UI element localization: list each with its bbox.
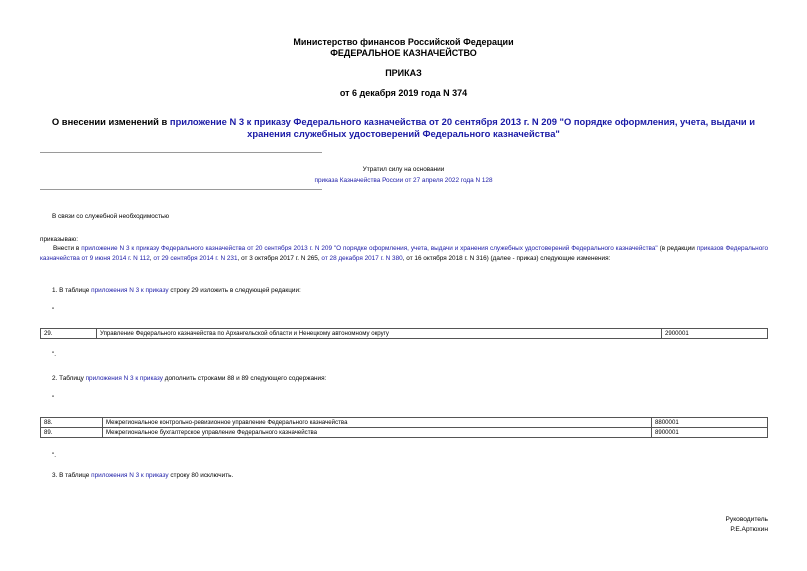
table-2 <box>40 417 768 438</box>
item-3-link[interactable]: приложения N 3 к приказу <box>91 472 169 479</box>
item-2 <box>52 374 326 384</box>
main-paragraph <box>40 244 768 264</box>
row-name: Межрегиональное бухгалтерское управление Федерального казначейства <box>103 428 652 438</box>
item-3 <box>52 471 233 481</box>
status-note-text: Утратил силу на основании <box>362 166 445 173</box>
item-3-suffix: строку 80 исключить. <box>168 472 234 479</box>
agency-name: ФЕДЕРАЛЬНОЕ КАЗНАЧЕЙСТВО <box>330 48 477 58</box>
main-text-2: (в редакции <box>657 245 697 252</box>
row-number: 29. <box>41 329 97 339</box>
main-link-2[interactable]: приказов Федерального казначейства от 9 июня 2014 г. N 112 <box>40 245 769 262</box>
main-link-1[interactable]: приложение N 3 к приказу Федерального казначейства от 20 сентября 2013 г. N 209 "О порядке оформления, учета, выдачи и хранения служебных удостоверений Федерального казначейства" <box>81 245 658 252</box>
item-2-link[interactable]: приложения N 3 к приказу <box>85 375 163 382</box>
row-code: 2900001 <box>662 329 768 339</box>
table-row <box>41 329 768 339</box>
intro-text: В связи со служебной необходимостью <box>52 213 170 220</box>
item-2-suffix: дополнить строками 88 и 89 следующего содержания: <box>162 375 327 382</box>
ministry-name: Министерство финансов Российской Федерации <box>293 37 514 47</box>
document-date: от 6 декабря 2019 года N 374 <box>339 88 468 98</box>
row-code: 8900001 <box>652 428 768 438</box>
main-link-3[interactable]: от 29 сентября 2014 г. N 231 <box>153 255 238 262</box>
table-row <box>41 428 768 438</box>
row-name: Управление Федерального казначейства по Архангельской области и Ненецкому автономному округу <box>97 329 662 339</box>
table-row <box>41 418 768 428</box>
row-number: 89. <box>41 428 103 438</box>
row-number: 88. <box>41 418 103 428</box>
main-text-3: , <box>149 255 154 262</box>
main-text-1: Внести в <box>53 245 82 252</box>
item-3-prefix: 3. В таблице <box>52 472 92 479</box>
item-1-prefix: 1. В таблице <box>52 287 92 294</box>
item-1-link[interactable]: приложения N 3 к приказу <box>91 287 169 294</box>
title-prefix: О внесении изменений в <box>51 116 170 127</box>
order-word: приказываю: <box>40 236 78 243</box>
quote-close: ". <box>52 351 57 358</box>
document-type: ПРИКАЗ <box>385 68 422 78</box>
signature-position: Руководитель <box>725 516 768 523</box>
divider <box>40 152 322 153</box>
row-code: 8800001 <box>652 418 768 428</box>
status-note-link[interactable]: приказа Казначейства России от 27 апреля 2022 года N 128 <box>314 177 493 184</box>
item-2-prefix: 2. Таблицу <box>52 375 86 382</box>
table-1 <box>40 328 768 339</box>
item-1 <box>52 286 301 296</box>
main-text-4: , от 3 октября 2017 г. N 265, <box>237 255 322 262</box>
row-name: Межрегиональное контрольно-ревизионное управление Федерального казначейства <box>103 418 652 428</box>
quote-open: " <box>52 395 55 402</box>
main-text-5: , от 16 октября 2018 г. N 316) (далее - приказ) следующие изменения: <box>402 255 611 262</box>
quote-open: " <box>52 307 55 314</box>
main-link-4[interactable]: от 28 декабря 2017 г. N 380 <box>321 255 403 262</box>
item-1-suffix: строку 29 изложить в следующей редакции: <box>168 287 301 294</box>
divider <box>40 189 322 190</box>
title-link[interactable]: приложение N 3 к приказу Федерального казначейства от 20 сентября 2013 г. N 209 "О порядке оформления, учета, выдачи и хранения служебных удостоверений Федерального казначейства" <box>169 116 756 139</box>
signature-name: Р.Е.Артюхин <box>730 526 768 533</box>
document-title <box>40 116 767 140</box>
quote-close: ". <box>52 452 57 459</box>
